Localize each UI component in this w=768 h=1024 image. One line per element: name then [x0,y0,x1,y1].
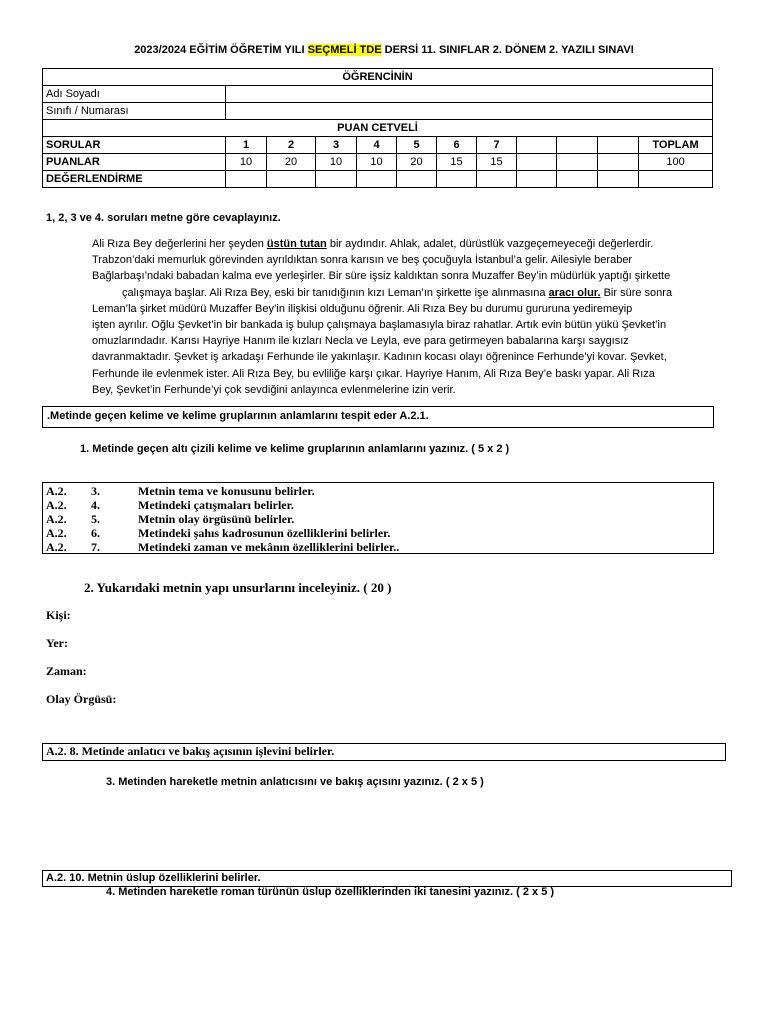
score-heading: PUAN CETVELİ [43,120,713,137]
passage-line: davranmaktadır. Şevket iş arkadaşı Ferhunde ile yakınlaşır. Kadının kocası olayı öğrenince Ferhunde’yi kovar. Şevket, [92,351,667,364]
points-cell: 10 [316,154,357,171]
exam-title [0,44,768,56]
evaluation-cell[interactable] [517,171,557,188]
question-number: 7 [477,137,517,154]
passage-line: Leman’la şirket müdürü Muzaffer Bey’in ilişkisi olduğunu öğrenir. Ali Rıza Bey bu durumu gururuna yediremeyip [92,302,633,315]
question-4: 4. Metinden hareketle roman türünün üslup özelliklerinden iki tanesini yazınız. ( 2 x 5 ) [106,886,555,898]
underlined-phrase: aracı olur. [548,286,601,299]
label-place: Yer: [46,636,68,650]
question-number: 1 [226,137,267,154]
question-2: 2. Yukarıdaki metnin yapı unsurlarını inceleyiniz. ( 20 ) [84,580,392,595]
evaluation-cell[interactable] [397,171,437,188]
objective-a28: A.2. 8. Metinde anlatıcı ve bakış açısının işlevini belirler. [46,744,335,758]
questions-row [43,137,713,154]
question-number [557,137,598,154]
title-part-2: DERSİ 11. SINIFLAR 2. DÖNEM 2. YAZILI SINAVI [381,44,634,56]
question-number [517,137,557,154]
question-1: 1. Metinde geçen altı çizili kelime ve kelime gruplarının anlamlarını yazınız. ( 5 x 2 ) [80,443,510,455]
question-number: 2 [267,137,316,154]
passage-line: Trabzon’daki memurluk görevinden ayrıldıktan sonra karısın ve beş çocuğuyla İstanbul’a gelir. Ailesiyle beraber [92,254,633,267]
passage-line: işten ayrılır. Oğlu Şevket’in bir bankada iş bulup çalışmaya başlamasıyla biraz rahatlar. Artık evin bütün yükü Şevket’in [92,319,667,332]
score-table [42,68,713,188]
question-number: 4 [357,137,397,154]
evaluation-cell[interactable] [267,171,316,188]
reading-passage [92,236,724,398]
objective-box-a210 [42,870,732,887]
objective-a210: A.2. 10. Metnin üslup özelliklerini belirler. [46,872,261,884]
evaluation-cell[interactable] [437,171,477,188]
evaluation-cell[interactable] [598,171,639,188]
name-label: Adı Soyadı [43,86,226,103]
evaluation-cell[interactable] [357,171,397,188]
points-row [43,154,713,171]
points-cell [517,154,557,171]
student-heading: ÖĞRENCİNİN [43,69,713,86]
points-cell: 10 [226,154,267,171]
points-cell: 10 [357,154,397,171]
points-cell: 15 [437,154,477,171]
passage-line: Ferhunde ile evlenmek ister. Ali Rıza Bey, bu evliliğe karşı çıkar. Hayriye Hanım, Ali Rıza Bey’e baskı yapar. Ali Rıza [92,367,655,380]
passage-line: Ali Rıza Bey değerlerini her şeyden üstün tutan bir aydındır. Ahlak, adalet, dürüstlük vazgeçemeyeceği değerlerdir. [92,238,654,250]
passage-line: Bey, Şevket’in Ferhunde’yi çok sevdiğini anlayınca evlenmelerine izin verir. [92,383,456,396]
passage-line: çalışmaya başlar. Ali Rıza Bey, eski bir tanıdığının kızı Leman’ın şirkette işe alınmasına aracı olur. Bir süre sonra [122,286,673,299]
points-cell: 20 [397,154,437,171]
label-person: Kişi: [46,608,71,622]
label-time: Zaman: [46,664,87,678]
name-field[interactable] [226,86,713,103]
total-points: 100 [639,154,713,171]
total-label: TOPLAM [639,137,713,154]
title-highlight: SEÇMELİ TDE [307,44,382,56]
objective-box-a21 [42,406,714,428]
evaluation-cell[interactable] [316,171,357,188]
title-part-1: 2023/2024 EĞİTİM ÖĞRETİM YILI [134,44,308,56]
objective-box-a28 [42,743,726,761]
question-number: 3 [316,137,357,154]
points-label: PUANLAR [43,154,226,171]
evaluation-cell[interactable] [226,171,267,188]
question-number: 6 [437,137,477,154]
question-number: 5 [397,137,437,154]
underlined-phrase: üstün tutan [266,238,327,250]
instruction: 1, 2, 3 ve 4. soruları metne göre cevaplayınız. [46,212,281,224]
points-cell: 20 [267,154,316,171]
evaluation-label: DEĞERLENDİRME [43,171,226,188]
label-plot: Olay Örgüsü: [46,692,117,706]
evaluation-cell[interactable] [477,171,517,188]
evaluation-cell[interactable] [557,171,598,188]
passage-line: Bağlarbaşı’ndaki babadan kalma eve yerleşirler. Bir süre işsiz kaldıktan sonra Muzaffer Bey’in müdürlük yaptığı şirkette [92,270,671,283]
objective-a21: .Metinde geçen kelime ve kelime gruplarının anlamlarını tespit eder A.2.1. [47,410,429,422]
class-number-label: Sınıfı / Numarası [43,103,226,120]
class-number-field[interactable] [226,103,713,120]
evaluation-row [43,171,713,188]
points-cell: 15 [477,154,517,171]
passage-line: omuzlarındadır. Karısı Hayriye Hanım ile kızları Necla ve Leyla, eve para getirmeyen babalarına karşı saygısız [92,335,629,348]
question-3: 3. Metinden hareketle metnin anlatıcısını ve bakış açısını yazınız. ( 2 x 5 ) [106,776,484,788]
points-cell [557,154,598,171]
questions-label: SORULAR [43,137,226,154]
points-cell [598,154,639,171]
evaluation-cell[interactable] [639,171,713,188]
question-number [598,137,639,154]
